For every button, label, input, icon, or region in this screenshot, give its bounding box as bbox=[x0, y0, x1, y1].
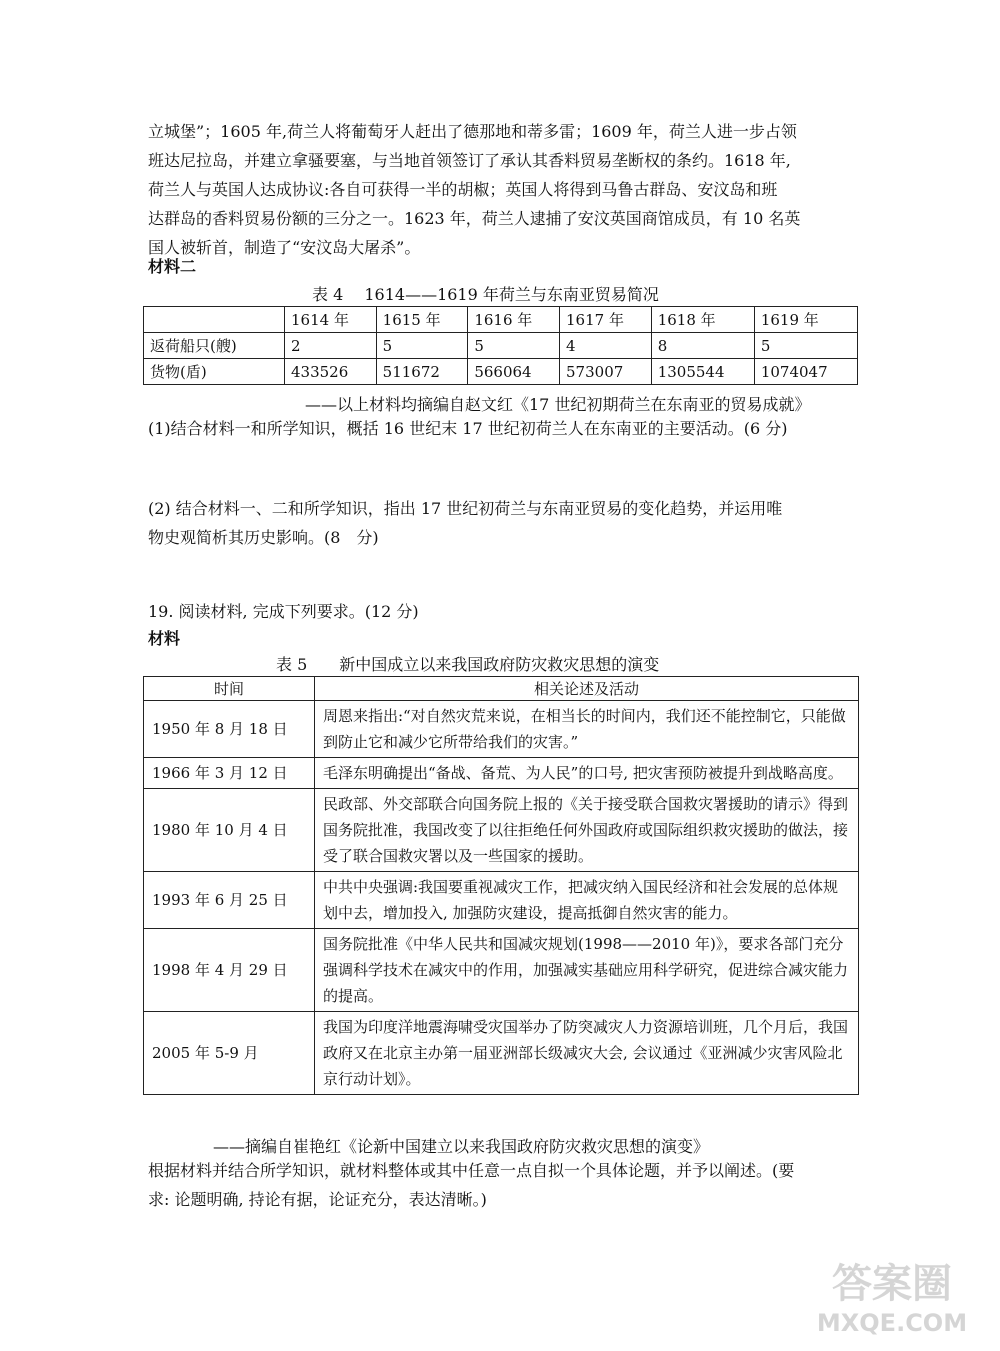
table-header-row bbox=[144, 677, 859, 701]
table-cell: 返荷船只(艘) bbox=[144, 333, 285, 359]
table4 bbox=[143, 306, 858, 385]
intro-line: 国人被斩首，制造了“安汶岛大屠杀”。 bbox=[148, 238, 421, 257]
table5-caption: 表 5 新中国成立以来我国政府防灾救灾思想的演变 bbox=[276, 655, 660, 674]
table-cell-content: 民政部、外交部联合向国务院上报的《关于接受联合国救灾署援助的请示》得到国务院批准，我国改变了以往拒绝任何外国政府或国际组织救灾援助的做法，接受了联合国救灾署以及一些国家的援助。 bbox=[315, 789, 859, 872]
table-cell: 5 bbox=[468, 333, 560, 359]
table-row bbox=[144, 789, 859, 872]
table-cell: 5 bbox=[754, 333, 857, 359]
table-cell-time: 1950 年 8 月 18 日 bbox=[144, 701, 315, 758]
watermark-sub-text: MXQE.COM bbox=[816, 1309, 968, 1337]
table5-source: ——摘编自崔艳红《论新中国建立以来我国政府防灾救灾思想的演变》 bbox=[213, 1137, 710, 1156]
table-cell-content: 国务院批准《中华人民共和国减灾规划(1998——2010 年)》，要求各部门充分强调科学技术在减灾中的作用，加强减实基础应用科学研究，促进综合减灾能力的提高。 bbox=[315, 929, 859, 1012]
table-cell: 433526 bbox=[285, 359, 377, 385]
instruction bbox=[148, 1156, 863, 1214]
question-1 bbox=[148, 414, 863, 443]
table-row bbox=[144, 872, 859, 929]
material2-heading: 材料二 bbox=[148, 257, 197, 276]
table-cell: 566064 bbox=[468, 359, 560, 385]
intro-line: 达群岛的香料贸易份额的三分之一。1623 年，荷兰人逮捕了安汶英国商馆成员，有 10 名英 bbox=[148, 209, 801, 228]
table-row bbox=[144, 1012, 859, 1095]
table-cell: 8 bbox=[651, 333, 754, 359]
table-cell-content: 毛泽东明确提出“备战、备荒、为人民”的口号, 把灾害预防被提升到战略高度。 bbox=[315, 758, 859, 789]
watermark-main-text: 答案圈 bbox=[832, 1261, 952, 1307]
table-cell-content: 中共中央强调:我国要重视减灾工作，把减灾纳入国民经济和社会发展的总体规划中去，增加投入, 加强防灾建设，提高抵御自然灾害的能力。 bbox=[315, 872, 859, 929]
watermark-logo bbox=[812, 1249, 972, 1339]
table-header-cell: 1618 年 bbox=[651, 307, 754, 333]
question-2 bbox=[148, 494, 863, 552]
intro-line: 荷兰人与英国人达成协议:各自可获得一半的胡椒；英国人将得到马鲁古群岛、安汶岛和班 bbox=[148, 180, 778, 199]
intro-paragraph bbox=[148, 117, 863, 262]
table-row bbox=[144, 359, 858, 385]
table-cell: 511672 bbox=[376, 359, 468, 385]
intro-line: 立城堡”；1605 年,荷兰人将葡萄牙人赶出了德那地和蒂多雷；1609 年，荷兰人进一步占领 bbox=[148, 122, 797, 141]
table-cell: 5 bbox=[376, 333, 468, 359]
table-cell-content: 周恩来指出:“对自然灾荒来说，在相当长的时间内，我们还不能控制它，只能做到防止它和减少它所带给我们的灾害。” bbox=[315, 701, 859, 758]
table-header-cell: 1615 年 bbox=[376, 307, 468, 333]
table-cell: 1074047 bbox=[754, 359, 857, 385]
instruction-line: 根据材料并结合所学知识，就材料整体或其中任意一点自拟一个具体论题，并予以阐述。(要 bbox=[148, 1161, 795, 1180]
table4-caption: 表 4 1614——1619 年荷兰与东南亚贸易简况 bbox=[312, 285, 659, 304]
table-cell: 1305544 bbox=[651, 359, 754, 385]
table-cell-time: 1998 年 4 月 29 日 bbox=[144, 929, 315, 1012]
question-line: 19. 阅读材料, 完成下列要求。(12 分) bbox=[148, 602, 419, 621]
table-cell-time: 1993 年 6 月 25 日 bbox=[144, 872, 315, 929]
question-19-title bbox=[148, 597, 863, 626]
table-row bbox=[144, 701, 859, 758]
table-header-cell: 时间 bbox=[144, 677, 315, 701]
table-cell-time: 2005 年 5-9 月 bbox=[144, 1012, 315, 1095]
table-header-cell: 1617 年 bbox=[560, 307, 652, 333]
table-row bbox=[144, 758, 859, 789]
question-line: (2) 结合材料一、二和所学知识，指出 17 世纪初荷兰与东南亚贸易的变化趋势，并运用唯 bbox=[148, 499, 783, 518]
instruction-line: 求: 论题明确, 持论有据，论证充分，表达清晰。) bbox=[148, 1190, 487, 1209]
table-header-cell: 1614 年 bbox=[285, 307, 377, 333]
table4-source: ——以上材料均摘编自赵文红《17 世纪初期荷兰在东南亚的贸易成就》 bbox=[305, 395, 811, 414]
table-header-cell bbox=[144, 307, 285, 333]
table-cell: 2 bbox=[285, 333, 377, 359]
table-row bbox=[144, 929, 859, 1012]
table5 bbox=[143, 676, 859, 1095]
table-cell-time: 1966 年 3 月 12 日 bbox=[144, 758, 315, 789]
question-line: (1)结合材料一和所学知识，概括 16 世纪末 17 世纪初荷兰人在东南亚的主要活动。(6 分) bbox=[148, 419, 788, 438]
table-header-cell: 相关论述及活动 bbox=[315, 677, 859, 701]
table-header-cell: 1619 年 bbox=[754, 307, 857, 333]
table-header-cell: 1616 年 bbox=[468, 307, 560, 333]
table-header-row bbox=[144, 307, 858, 333]
material-heading: 材料 bbox=[148, 629, 181, 648]
table-cell-time: 1980 年 10 月 4 日 bbox=[144, 789, 315, 872]
table-row bbox=[144, 333, 858, 359]
table-cell: 573007 bbox=[560, 359, 652, 385]
intro-line: 班达尼拉岛，并建立拿骚要塞，与当地首领签订了承认其香料贸易垄断权的条约。1618 年, bbox=[148, 151, 791, 170]
table-cell-content: 我国为印度洋地震海啸受灾国举办了防突减灾人力资源培训班，几个月后，我国政府又在北京主办第一届亚洲部长级减灾大会, 会议通过《亚洲减少灾害风险北京行动计划》。 bbox=[315, 1012, 859, 1095]
table-cell: 4 bbox=[560, 333, 652, 359]
question-line: 物史观简析其历史影响。(8 分) bbox=[148, 528, 379, 547]
table-cell: 货物(盾) bbox=[144, 359, 285, 385]
